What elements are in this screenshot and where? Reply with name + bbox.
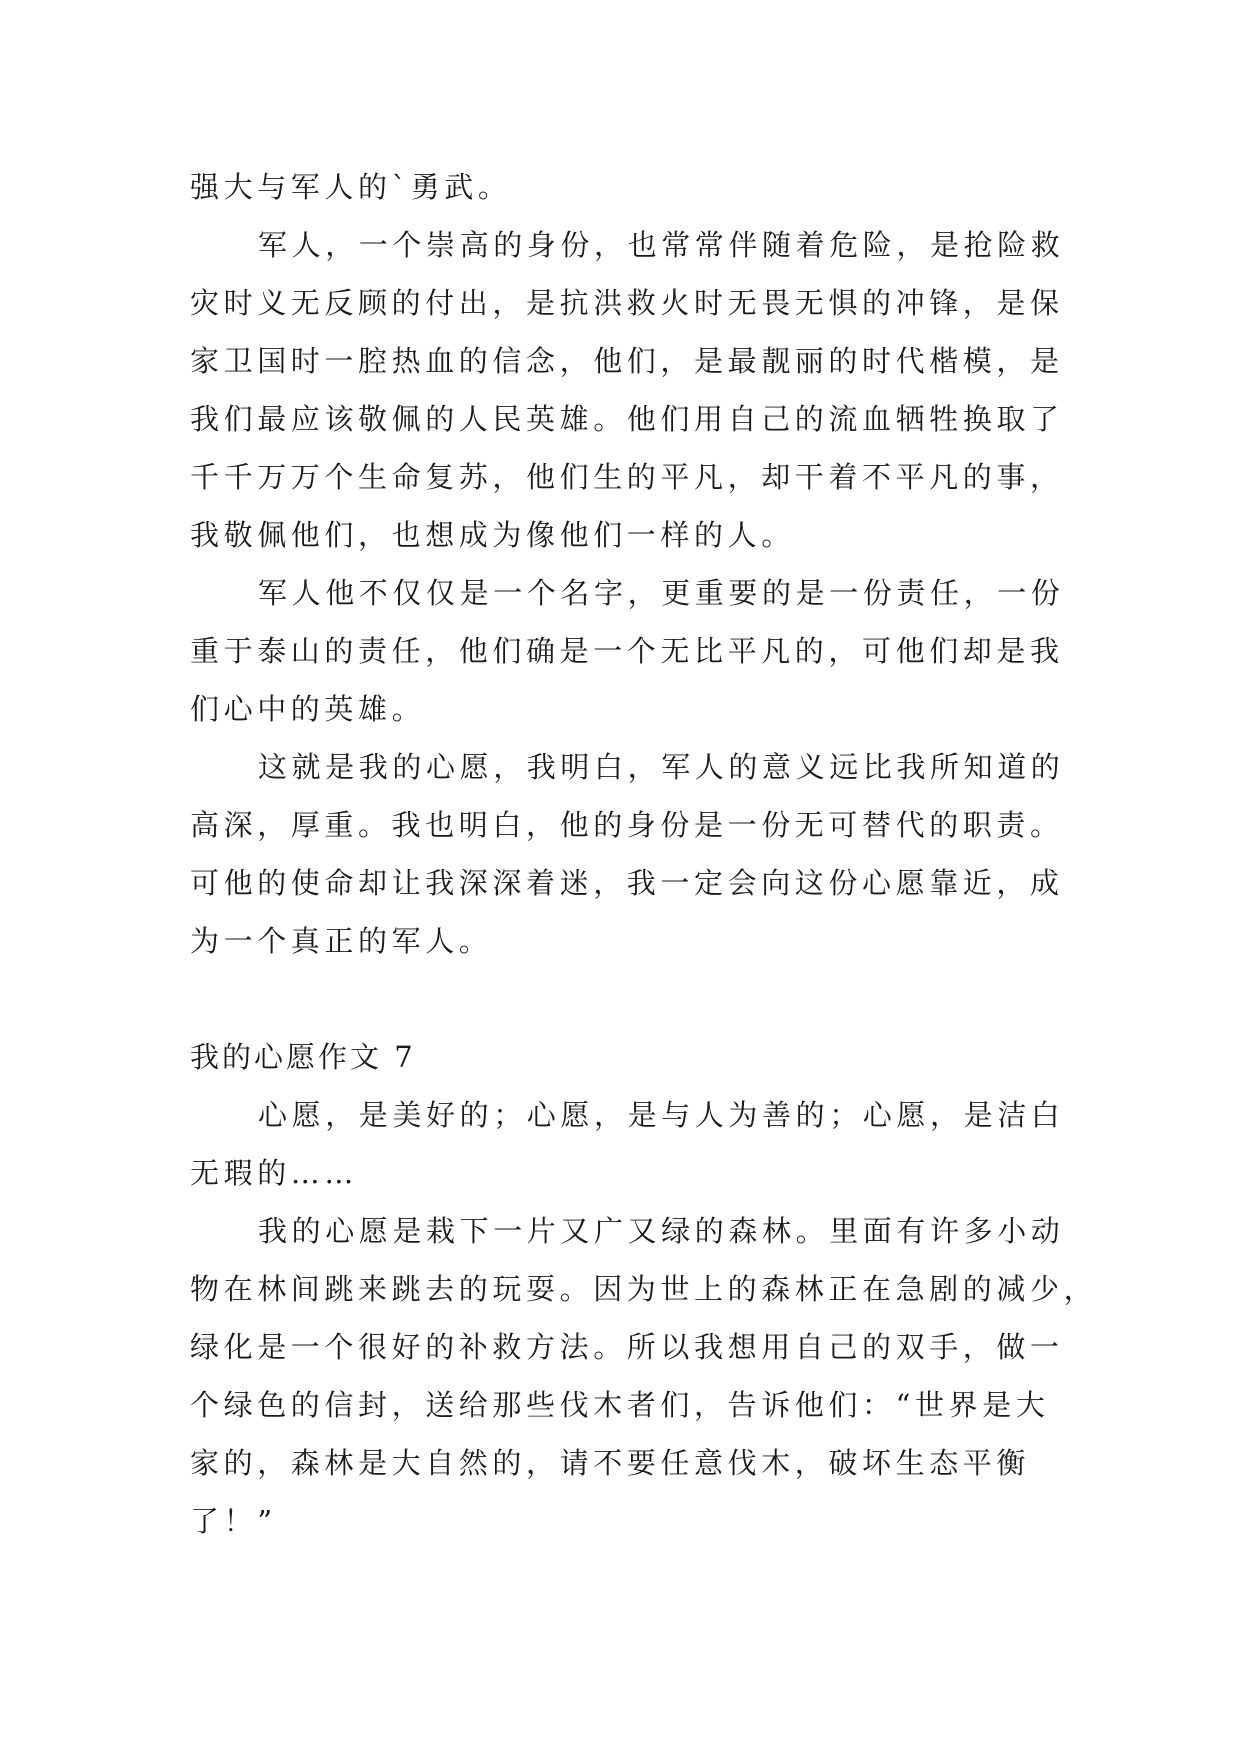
paragraph-line: 重于泰山的责任，他们确是一个无比平凡的，可他们却是我 — [190, 634, 1064, 668]
paragraph-line: 绿化是一个很好的补救方法。所以我想用自己的双手，做一 — [190, 1330, 1064, 1364]
paragraph-line: 军人，一个崇高的身份，也常常伴随着危险，是抢险救 — [258, 228, 1065, 262]
paragraph-line: 无瑕的…… — [190, 1156, 359, 1190]
paragraph-line: 灾时义无反顾的付出，是抗洪救火时无畏无惧的冲锋，是保 — [190, 286, 1064, 320]
paragraph-conclusion — [190, 738, 1065, 970]
paragraph-line: 高深，厚重。我也明白，他的身份是一份无可替代的职责。 — [190, 808, 1064, 842]
paragraph-responsibility — [190, 564, 1065, 738]
paragraph-line: 军人他不仅仅是一个名字，更重要的是一份责任，一份 — [258, 576, 1065, 610]
paragraph-line: 这就是我的心愿，我明白，军人的意义远比我所知道的 — [258, 750, 1065, 784]
paragraph-wish-definition — [190, 1086, 1065, 1202]
paragraph-line: 了！” — [190, 1504, 277, 1538]
paragraph-line: 家的，森林是大自然的，请不要任意伐木，破坏生态平衡 — [190, 1446, 1031, 1480]
section-spacer — [190, 970, 1052, 1028]
paragraph-line: 可他的使命却让我深深着迷，我一定会向这份心愿靠近，成 — [190, 866, 1064, 900]
paragraph-soldier-role — [190, 216, 1065, 564]
paragraph-line: 我们最应该敬佩的人民英雄。他们用自己的流血牺牲换取了 — [190, 402, 1064, 436]
paragraph-line: 心愿，是美好的；心愿，是与人为善的；心愿，是洁白 — [258, 1098, 1065, 1132]
paragraph-line: 们心中的英雄。 — [190, 692, 426, 726]
paragraph-line: 我敬佩他们，也想成为像他们一样的人。 — [190, 518, 795, 552]
paragraph-line: 为一个真正的军人。 — [190, 924, 493, 958]
paragraph-line: 强大与军人的`勇武。 — [190, 170, 512, 204]
paragraph-forest-wish — [190, 1202, 1098, 1550]
paragraph-line: 千千万万个生命复苏，他们生的平凡，却干着不平凡的事， — [190, 460, 1064, 494]
document-body — [190, 158, 1098, 1550]
paragraph-line: 个绿色的信封，送给那些伐木者们，告诉他们：“世界是大 — [190, 1388, 1050, 1422]
paragraph-line: 我的心愿是栽下一片又广又绿的森林。里面有许多小动 — [258, 1214, 1065, 1248]
section-heading: 我的心愿作文 7 — [190, 1040, 416, 1074]
paragraph-line: 家卫国时一腔热血的信念，他们，是最靓丽的时代楷模，是 — [190, 344, 1064, 378]
paragraph-line: 物在林间跳来跳去的玩耍。因为世上的森林正在急剧的减少， — [190, 1272, 1098, 1306]
